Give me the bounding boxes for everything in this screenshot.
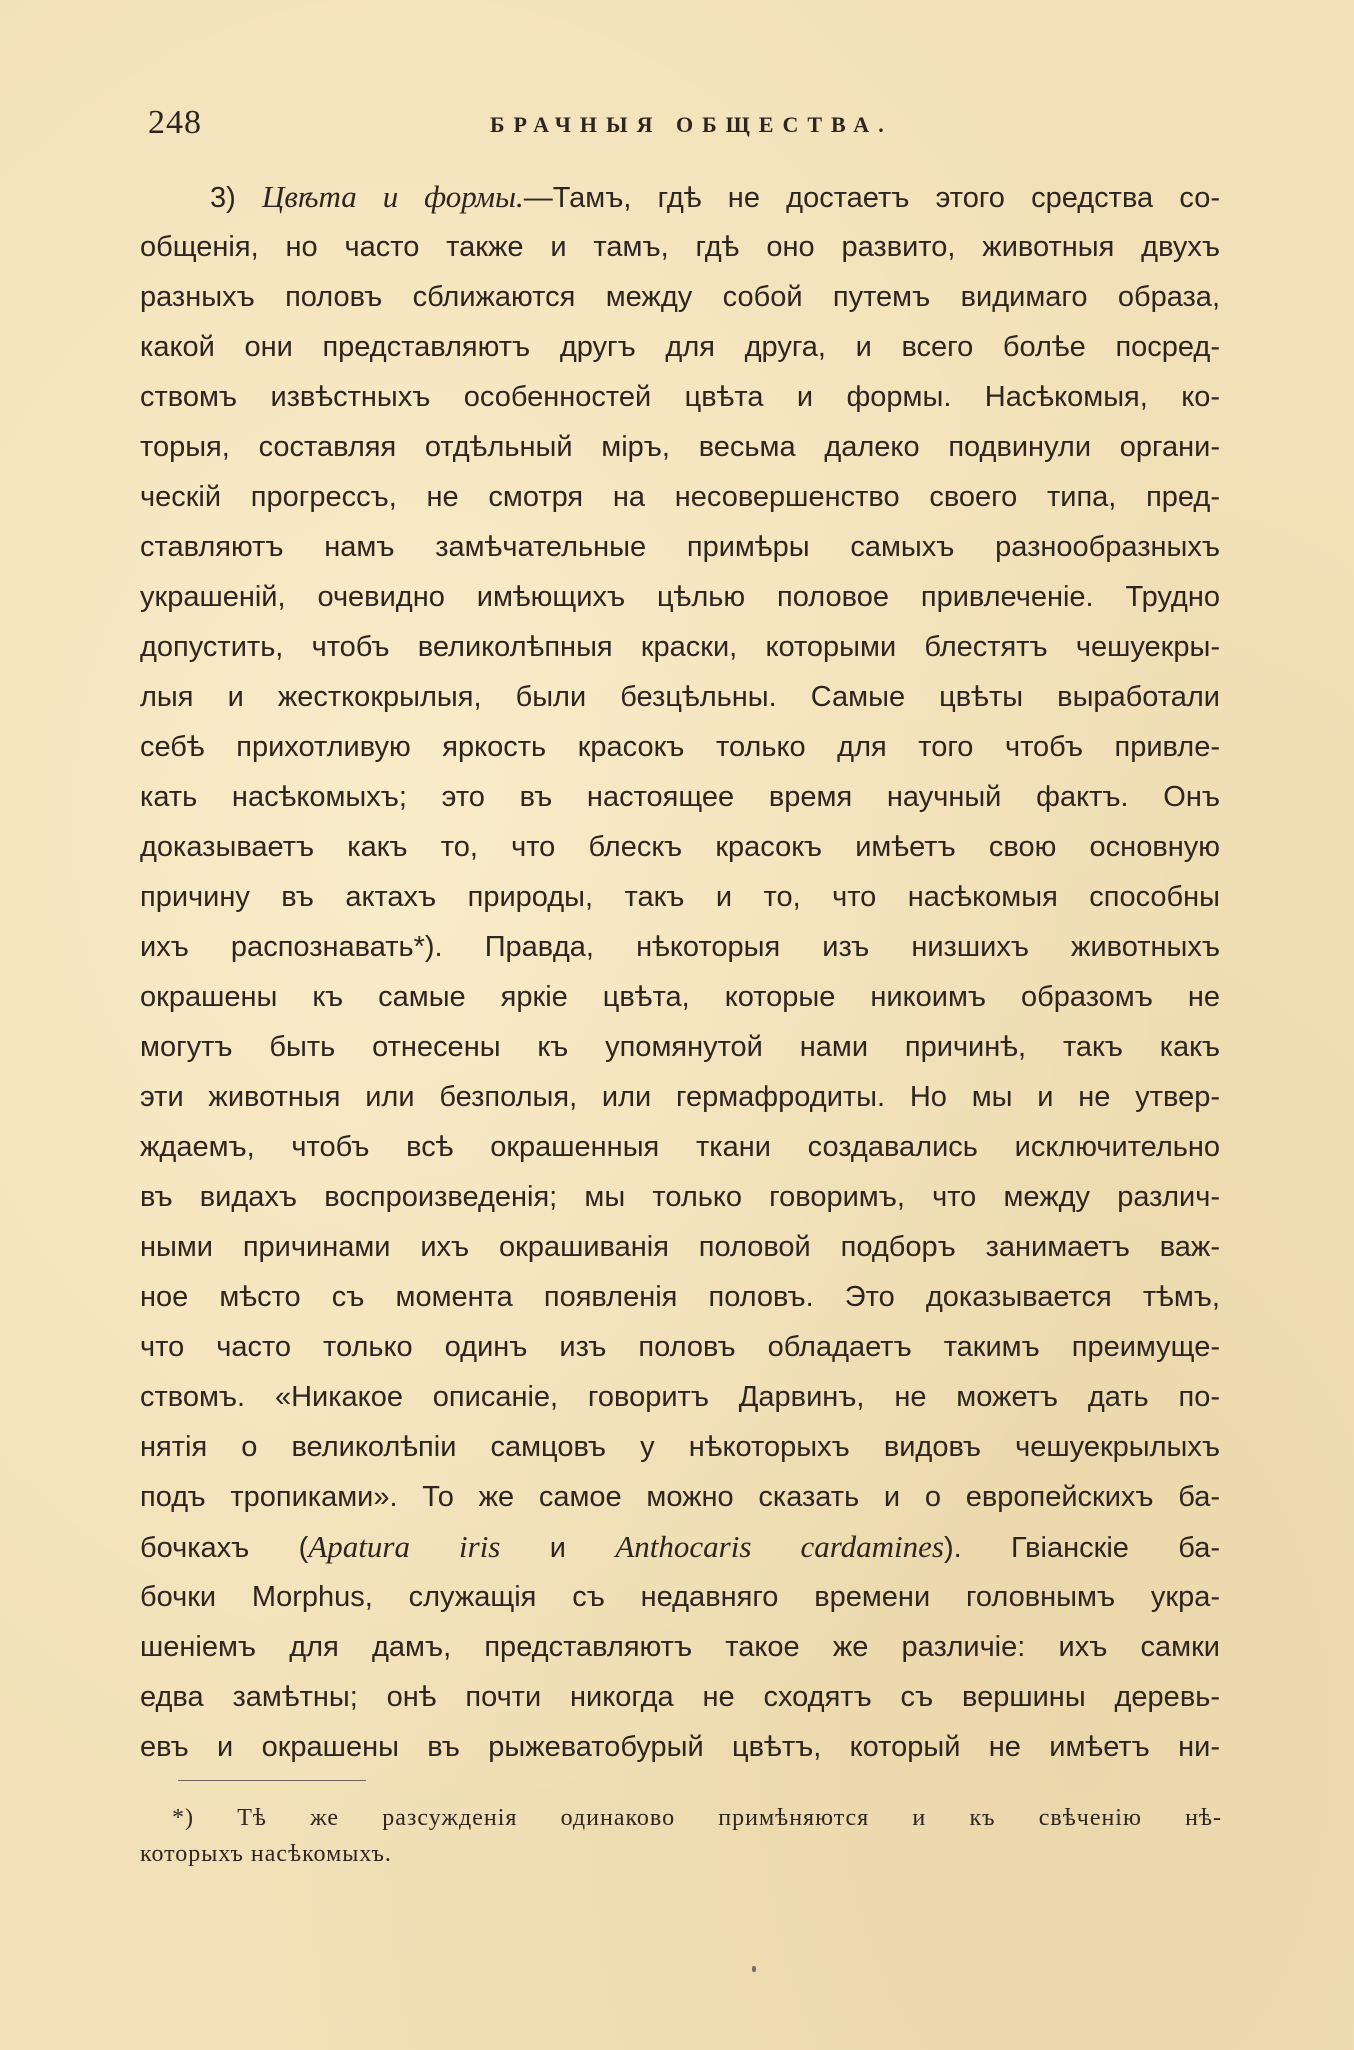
text-line: окрашены къ самые яркіе цвѣта, которые никоимъ образомъ не bbox=[140, 981, 1220, 1013]
section-number: 3) bbox=[210, 182, 263, 214]
body-text bbox=[140, 172, 1220, 1772]
text-line-1 bbox=[140, 172, 1220, 222]
line-part: бочкахъ ( bbox=[140, 1532, 309, 1564]
text-line: общенія, но часто также и тамъ, гдѣ оно развито, животныя двухъ bbox=[140, 231, 1220, 263]
line-part: и bbox=[500, 1532, 616, 1564]
text-line: бочки Morphus, служащія съ недавняго времени головнымъ укра- bbox=[140, 1581, 1220, 1613]
text-line: ческій прогрессъ, не смотря на несовершенство своего типа, пред- bbox=[140, 481, 1220, 513]
text-line: шеніемъ для дамъ, представляютъ такое же различіе: ихъ самки bbox=[140, 1631, 1220, 1663]
footnote-divider bbox=[178, 1780, 366, 1781]
paper-speck bbox=[752, 1966, 756, 1972]
page-number: 248 bbox=[148, 104, 202, 141]
text-line: допустить, чтобъ великолѣпныя краски, которыми блестятъ чешуекры- bbox=[140, 631, 1220, 663]
line-text: —Тамъ, гдѣ не достаетъ этого средства со- bbox=[523, 182, 1221, 214]
species-name: Anthocaris cardamines bbox=[615, 1529, 944, 1564]
text-line: ствомъ. «Никакое описаніе, говоритъ Дарвинъ, не можетъ дать по- bbox=[140, 1381, 1220, 1413]
text-line-species bbox=[140, 1522, 1220, 1572]
text-line: могутъ быть отнесены къ упомянутой нами причинѣ, такъ какъ bbox=[140, 1031, 1220, 1063]
text-line: лыя и жесткокрылыя, были безцѣльны. Самые цвѣты выработали bbox=[140, 681, 1220, 713]
text-line: ихъ распознавать*). Правда, нѣкоторыя изъ низшихъ животныхъ bbox=[140, 931, 1220, 963]
text-line: ствомъ извѣстныхъ особенностей цвѣта и формы. Насѣкомыя, ко- bbox=[140, 381, 1220, 413]
text-line: что часто только одинъ изъ половъ обладаетъ такимъ преимуще- bbox=[140, 1331, 1220, 1363]
footnote-line: которыхъ насѣкомыхъ. bbox=[140, 1841, 392, 1867]
text-line: эти животныя или безполыя, или гермафродиты. Но мы и не утвер- bbox=[140, 1081, 1220, 1113]
section-heading: Цвѣта и формы. bbox=[262, 179, 524, 214]
text-line: причину въ актахъ природы, такъ и то, что насѣкомыя способны bbox=[140, 881, 1220, 913]
text-line: кать насѣкомыхъ; это въ настоящее время научный фактъ. Онъ bbox=[140, 781, 1220, 813]
text-line: доказываетъ какъ то, что блескъ красокъ имѣетъ свою основную bbox=[140, 831, 1220, 863]
running-head: БРАЧНЫЯ ОБЩЕСТВА. bbox=[490, 112, 893, 137]
line-part: ). Гвіанскіе ба- bbox=[943, 1532, 1220, 1564]
text-line: ставляютъ намъ замѣчательные примѣры самыхъ разнообразныхъ bbox=[140, 531, 1220, 563]
species-name: Apatura iris bbox=[308, 1529, 501, 1564]
text-line: евъ и окрашены въ рыжеватобурый цвѣтъ, который не имѣетъ ни- bbox=[140, 1731, 1220, 1763]
text-line: нятія о великолѣпіи самцовъ у нѣкоторыхъ видовъ чешуекрылыхъ bbox=[140, 1431, 1220, 1463]
text-line: едва замѣтны; онѣ почти никогда не сходятъ съ вершины деревь- bbox=[140, 1681, 1220, 1713]
footnote-line: *) Тѣ же разсужденія одинаково примѣняются и къ свѣченію нѣ- bbox=[172, 1805, 1222, 1831]
text-line: какой они представляютъ другъ для друга, и всего болѣе посред- bbox=[140, 331, 1220, 363]
text-line: себѣ прихотливую яркость красокъ только для того чтобъ привле- bbox=[140, 731, 1220, 763]
text-line: въ видахъ воспроизведенія; мы только говоримъ, что между различ- bbox=[140, 1181, 1220, 1213]
text-line: ждаемъ, чтобъ всѣ окрашенныя ткани создавались исключительно bbox=[140, 1131, 1220, 1163]
text-line: украшеній, очевидно имѣющихъ цѣлью половое привлеченіе. Трудно bbox=[140, 581, 1220, 613]
footnote bbox=[140, 1800, 1222, 1872]
text-line: ное мѣсто съ момента появленія половъ. Это доказывается тѣмъ, bbox=[140, 1281, 1220, 1313]
text-line: подъ тропиками». То же самое можно сказать и о европейскихъ ба- bbox=[140, 1481, 1220, 1513]
text-line: ными причинами ихъ окрашиванія половой подборъ занимаетъ важ- bbox=[140, 1231, 1220, 1263]
text-line: разныхъ половъ сближаются между собой путемъ видимаго образа, bbox=[140, 281, 1220, 313]
text-line: торыя, составляя отдѣльный міръ, весьма далеко подвинули органи- bbox=[140, 431, 1220, 463]
